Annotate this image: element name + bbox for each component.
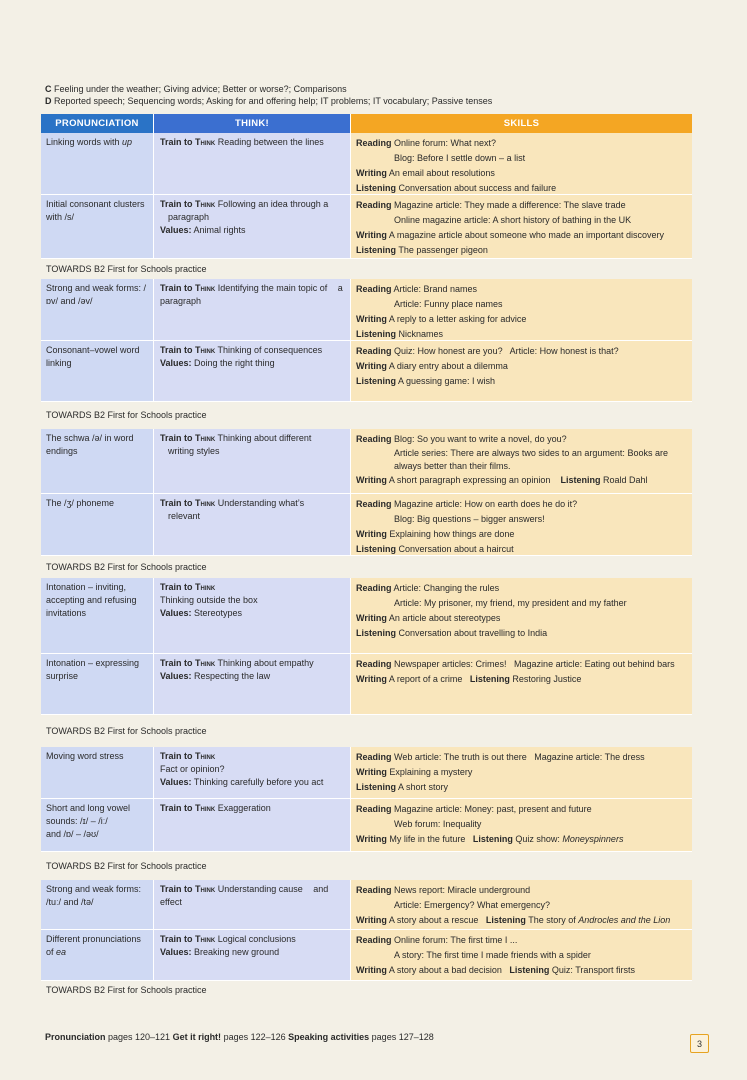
think-cell: Train to Think Thinking outside the box Values: Stereotypes [153,578,350,653]
towards-practice: TOWARDS B2 First for Schools practice [41,715,692,747]
table-row [41,429,692,494]
skills-cell: Reading Magazine article: They made a difference: The slave trade Online magazine article: A short history of bathing in the UK Writing A magazine article about someone who made an important discovery Listening The passenger pigeon [350,195,692,258]
footer: Pronunciation pages 120–121 Get it right! pages 122–126 Speaking activities pages 127–128 [45,1032,434,1042]
table-row [41,880,692,930]
think-cell: Train to Think Understanding cause and effect [153,880,350,929]
header-think: THINK! [153,114,350,133]
skills-cell: Reading Web article: The truth is out there Magazine article: The dress Writing Explaining a mystery Listening A short story [350,747,692,798]
towards-practice: TOWARDS B2 First for Schools practice [41,981,692,999]
think-cell: Train to Think Following an idea through a paragraph Values: Animal rights [153,195,350,258]
think-cell: Train to Think Reading between the lines [153,133,350,194]
pronunciation-cell: Strong and weak forms: /ɒv/ and /əv/ [41,279,153,340]
think-cell: Train to Think Understanding what’s relevant [153,494,350,555]
table-row [41,494,692,556]
think-cell: Train to Think Thinking of consequences Values: Doing the right thing [153,341,350,401]
table-row [41,747,692,799]
pronunciation-cell: The schwa /ə/ in word endings [41,429,153,493]
header-pronunciation: PRONUNCIATION [41,114,153,133]
pronunciation-cell: Initial consonant clusters with /s/ [41,195,153,258]
skills-cell: Reading Article: Brand names Article: Funny place names Writing A reply to a letter asking for advice Listening Nicknames [350,279,692,340]
pronunciation-cell: Strong and weak forms: /tuː/ and /tə/ [41,880,153,929]
header-skills: SKILLS [350,114,692,133]
table-header [41,114,692,133]
table-row [41,279,692,341]
think-cell: Train to Think Fact or opinion? Values: Thinking carefully before you act [153,747,350,798]
towards-practice: TOWARDS B2 First for Schools practice [41,402,692,429]
pronunciation-cell: Consonant–vowel word linking [41,341,153,401]
skills-cell: Reading Online forum: The first time I ... A story: The first time I made friends with a spider Writing A story about a bad decision Listening Quiz: Transport firsts [350,930,692,980]
pronunciation-cell: The /ʒ/ phoneme [41,494,153,555]
skills-cell: Reading Magazine article: Money: past, present and future Web forum: Inequality Writing My life in the future Listening Quiz show: Moneyspinners [350,799,692,851]
table-row [41,799,692,852]
think-cell: Train to Think Identifying the main topic of a paragraph [153,279,350,340]
think-cell: Train to Think Thinking about empathy Values: Respecting the law [153,654,350,714]
think-cell: Train to Think Exaggeration [153,799,350,851]
skills-cell: Reading Newspaper articles: Crimes! Magazine article: Eating out behind bars Writing A report of a crime Listening Restoring Justice [350,654,692,714]
table-row [41,341,692,402]
table-row [41,578,692,654]
table-row [41,654,692,715]
intro-line-c: C Feeling under the weather; Giving advice; Better or worse?; Comparisons [45,84,347,94]
towards-practice: TOWARDS B2 First for Schools practice [41,259,692,279]
pronunciation-cell: Different pronunciations of ea [41,930,153,980]
table-row [41,195,692,259]
intro-line-d: D Reported speech; Sequencing words; Asking for and offering help; IT problems; IT vocabulary; Passive tenses [45,96,493,106]
skills-cell: Reading News report: Miracle underground Article: Emergency? What emergency? Writing A story about a rescue Listening The story of Androcles and the Lion [350,880,692,929]
skills-cell: Reading Quiz: How honest are you? Article: How honest is that? Writing A diary entry about a dilemma Listening A guessing game: I wish [350,341,692,401]
skills-cell: Reading Blog: So you want to write a novel, do you? Article series: There are always two sides to an argument: Books are always better than their films. Writing A short paragraph expressing an opinion Listening Roald Dahl [350,429,692,493]
pronunciation-cell: Intonation – inviting, accepting and refusing invitations [41,578,153,653]
towards-practice: TOWARDS B2 First for Schools practice [41,556,692,578]
contents-table [41,114,692,999]
pronunciation-cell: Linking words with up [41,133,153,194]
towards-practice: TOWARDS B2 First for Schools practice [41,852,692,880]
page-number: 3 [690,1034,709,1053]
skills-cell: Reading Article: Changing the rules Article: My prisoner, my friend, my president and my father Writing An article about stereotypes Listening Conversation about travelling to India [350,578,692,653]
pronunciation-cell: Moving word stress [41,747,153,798]
think-cell: Train to Think Thinking about different writing styles [153,429,350,493]
pronunciation-cell: Intonation – expressing surprise [41,654,153,714]
table-row [41,930,692,981]
pronunciation-cell: Short and long vowel sounds: /ɪ/ – /iː/ and /ɒ/ – /əʊ/ [41,799,153,851]
think-cell: Train to Think Logical conclusions Values: Breaking new ground [153,930,350,980]
skills-cell: Reading Magazine article: How on earth does he do it? Blog: Big questions – bigger answers! Writing Explaining how things are done Listening Conversation about a haircut [350,494,692,555]
skills-cell: Reading Online forum: What next? Blog: Before I settle down – a list Writing An email about resolutions Listening Conversation about success and failure [350,133,692,194]
table-row [41,133,692,195]
